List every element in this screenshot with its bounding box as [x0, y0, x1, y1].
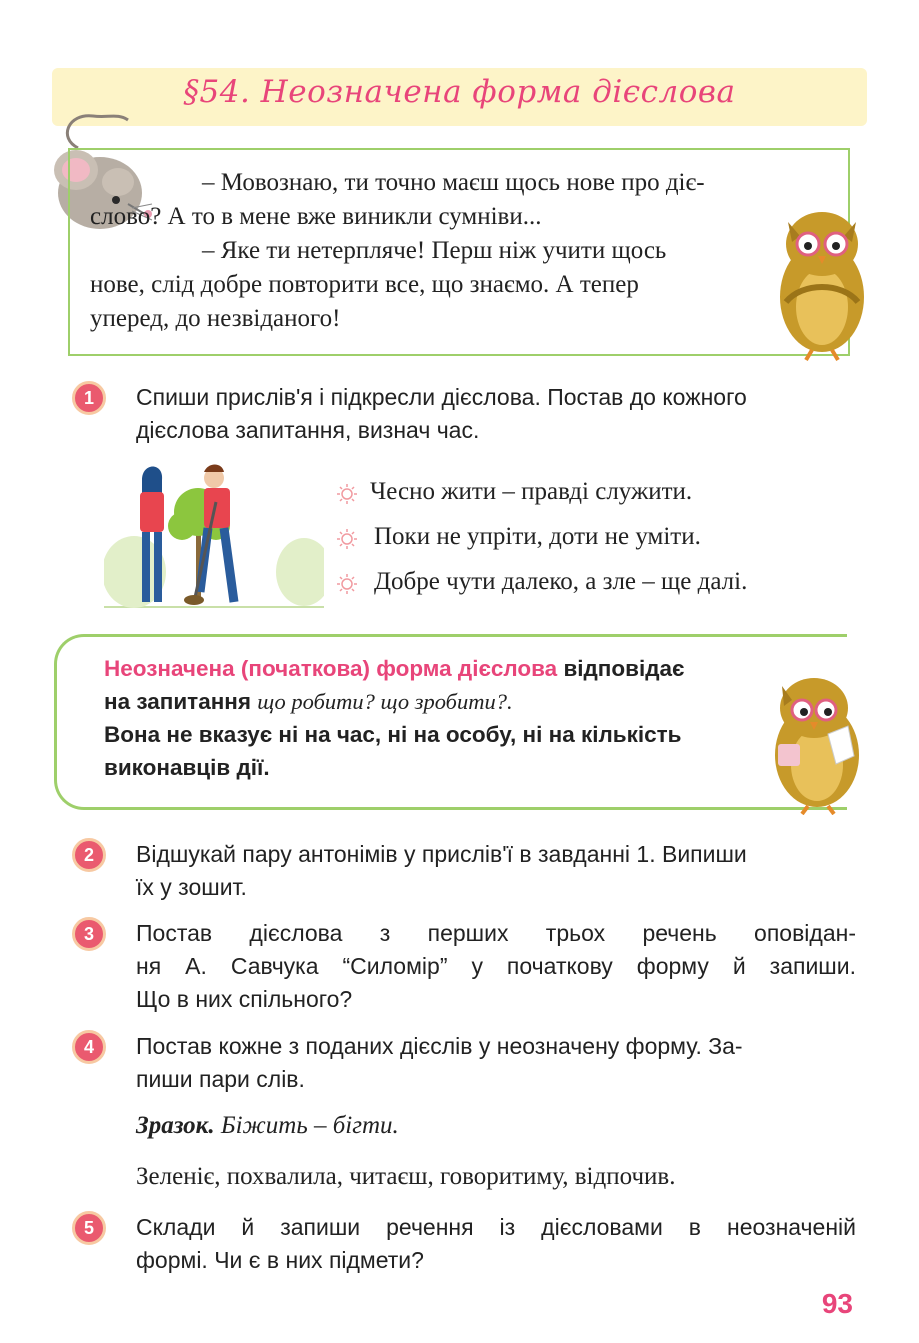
rule-line: виконавців дії. — [104, 755, 270, 780]
task-text — [136, 1211, 856, 1277]
page-title: §54. Неозначена форма дієслова — [183, 74, 736, 110]
task-number-badge: 4 — [72, 1030, 106, 1064]
rule-fragment: відповідає — [557, 656, 685, 681]
dialogue-line: уперед, до незвіданого! — [90, 305, 341, 332]
page-number: 93 — [821, 1288, 853, 1319]
task-text — [136, 1030, 856, 1096]
task-text — [136, 381, 856, 447]
task-number-badge: 3 — [72, 917, 106, 951]
task-text — [136, 838, 856, 904]
task-line: формі. Чи є в них підмети? — [136, 1247, 424, 1273]
rule-line — [104, 652, 784, 685]
proverb: Поки не упріти, доти не уміти. — [374, 523, 701, 550]
task-line: пиши пари слів. — [136, 1066, 305, 1092]
owl-illustration — [772, 202, 872, 362]
rule-fragment: на запитання — [104, 689, 258, 714]
example-text: Біжить – бігти. — [214, 1112, 399, 1139]
dialogue-line: нове, слід добре повторити все, що знаємо. А тепер — [90, 271, 639, 298]
task-line: їх у зошит. — [136, 874, 247, 900]
task-number-badge: 5 — [72, 1211, 106, 1245]
rule-term: Неозначена (початкова) форма дієслова — [104, 656, 558, 681]
task-line: Постав кожне з поданих дієслів у неозначену форму. За- — [136, 1033, 743, 1059]
dialogue-line: слово? А то в мене вже виникли сумніви... — [90, 203, 542, 230]
task-line: Відшукай пару антонімів у прислів'ї в завданні 1. Випиши — [136, 841, 747, 867]
example-words: Зеленіє, похвалила, читаєш, говоритиму, відпочив. — [136, 1163, 676, 1190]
owl-with-cup-illustration — [762, 670, 872, 815]
task-number-badge: 1 — [72, 381, 106, 415]
rule-line — [104, 685, 784, 718]
task-number-badge: 2 — [72, 838, 106, 872]
kids-planting-illustration — [104, 462, 324, 612]
dialogue-line: – Яке ти нетерпляче! Перш ніж учити щось — [202, 237, 667, 264]
example-line — [136, 1112, 399, 1140]
proverb: Чесно жити – правді служити. — [370, 478, 693, 505]
task-line: Що в них спільного? — [136, 986, 353, 1012]
proverb: Добре чути далеко, а зле – ще далі. — [374, 568, 748, 595]
rule-line: Вона не вказує ні на час, ні на особу, ні на кількість — [104, 722, 682, 747]
example-label: Зразок. — [136, 1112, 215, 1139]
sun-bullet-icon — [336, 528, 358, 550]
dialogue-line: – Мовознаю, ти точно маєш щось нове про діє- — [202, 169, 705, 196]
task-line: дієслова запитання, визнач час. — [136, 417, 480, 443]
task-line: Постав дієслова з перших трьох речень оповідан- — [136, 920, 856, 946]
sun-bullet-icon — [336, 483, 358, 505]
sun-bullet-icon — [336, 573, 358, 595]
task-line: Спиши прислів'я і підкресли дієслова. Постав до кожного — [136, 384, 747, 410]
rule-text — [104, 652, 784, 784]
task-text — [136, 917, 856, 1016]
rule-question: що робити? що зробити?. — [257, 689, 513, 714]
task-line: Склади й запиши речення із дієсловами в неозначеній — [136, 1214, 856, 1240]
task-line: ня А. Савчука “Силомір” у початкову форму й запиши. — [136, 953, 856, 979]
